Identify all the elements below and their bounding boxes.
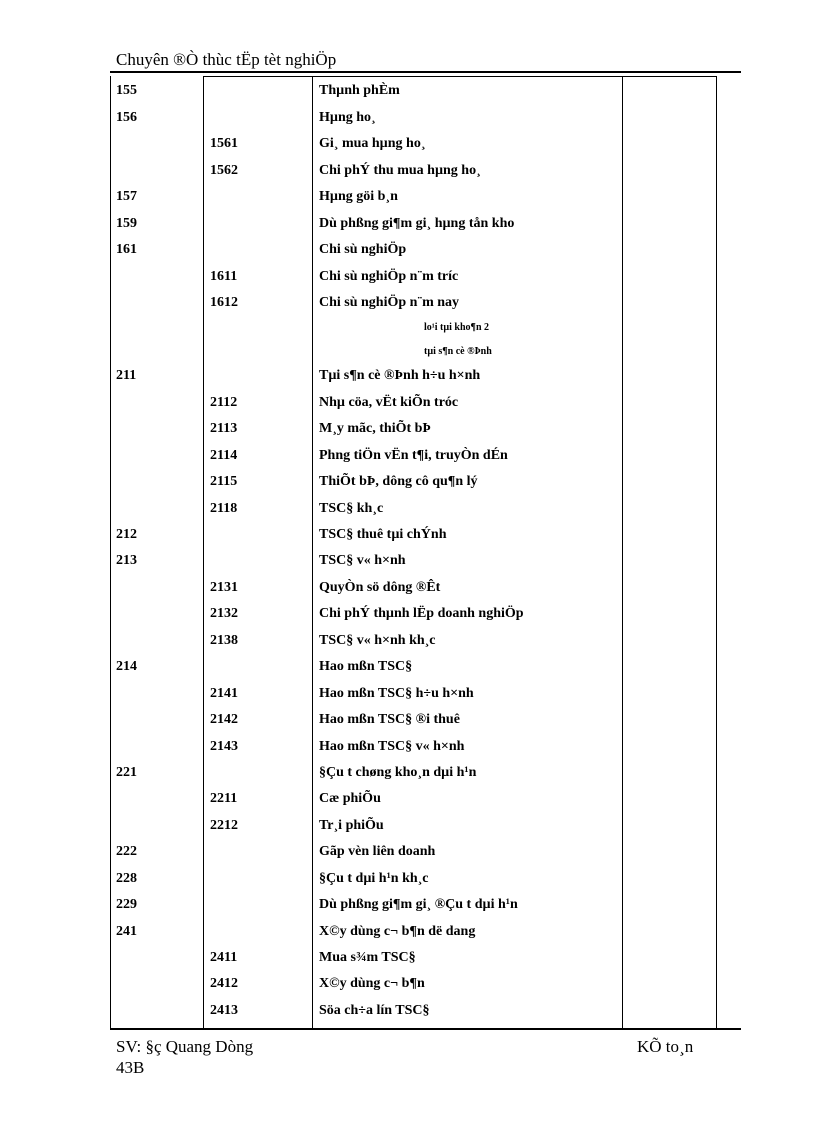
table-row — [0, 599, 816, 625]
account-name: Hao mßn TSC§ h÷u h×nh — [319, 685, 474, 701]
table-row — [0, 969, 816, 995]
table-row — [0, 652, 816, 678]
account-code: 214 — [116, 659, 137, 675]
sub-account-code: 1612 — [210, 294, 238, 310]
table-row — [0, 863, 816, 889]
table-row — [0, 572, 816, 598]
table-row — [0, 678, 816, 704]
table-row — [0, 314, 816, 338]
table-row — [0, 208, 816, 234]
table-row — [0, 129, 816, 155]
account-name: Chi phÝ thu mua hµng ho¸ — [319, 162, 481, 178]
account-name: Chi sù nghiÖp n¨m tríc — [319, 268, 459, 284]
sub-account-code: 1561 — [210, 136, 238, 152]
account-name: Thµnh phÈm — [319, 83, 400, 99]
account-code: 161 — [116, 242, 137, 258]
section-heading: lo¹i tµi kho¶n 2 — [424, 322, 490, 334]
account-name: Chi sù nghiÖp n¨m nay — [319, 294, 460, 310]
account-name: Hao mßn TSC§ v« h×nh — [319, 738, 465, 754]
table-row — [0, 235, 816, 261]
sub-account-code: 2212 — [210, 817, 238, 833]
sub-account-code: 2131 — [210, 579, 238, 595]
account-name: Gãp vèn liên doanh — [319, 844, 436, 860]
sub-account-code: 2138 — [210, 632, 238, 648]
sub-account-code: 2118 — [210, 500, 238, 516]
table-row — [0, 625, 816, 651]
table-row — [0, 705, 816, 731]
account-code: 213 — [116, 553, 137, 569]
sub-account-code: 2113 — [210, 421, 238, 437]
table-row — [0, 337, 816, 361]
account-name: Mua s¾m TSC§ — [319, 950, 416, 965]
account-code: 157 — [116, 189, 137, 205]
account-name: Chi phÝ thµnh lËp doanh nghiÖp — [319, 606, 524, 622]
account-name: Dù phßng gi¶m gi¸ hµng tån kho — [319, 215, 515, 231]
header-divider — [110, 71, 741, 73]
account-name: TSC§ v« h×nh — [319, 553, 406, 569]
table-row — [0, 387, 816, 413]
account-name: Hao mßn TSC§ ®i thuê — [319, 712, 460, 728]
account-name: §Çu t chøng kho¸n dµi h¹n — [319, 764, 477, 780]
account-name: Cæ phiÕu — [319, 791, 381, 807]
account-name: Nhµ cöa, vËt kiÕn tróc — [319, 394, 459, 410]
page-header-title: Chuyên ®Ò thùc tËp tèt nghiÖp — [116, 50, 337, 69]
table-row — [0, 995, 816, 1021]
account-code: 155 — [116, 83, 137, 99]
account-name: Gi¸ mua hµng ho¸ — [319, 136, 426, 152]
footer-department: KÕ to¸n — [637, 1037, 694, 1056]
table-row — [0, 493, 816, 519]
footer-divider — [110, 1028, 741, 1030]
sub-account-code: 2132 — [210, 606, 238, 622]
table-row — [0, 916, 816, 942]
table-row — [0, 102, 816, 128]
account-name: Dù phßng gi¶m gi¸ ®Çu t dµi h¹n — [319, 897, 518, 913]
account-code: 241 — [116, 923, 137, 939]
account-name: Tr¸i phiÕu — [319, 817, 384, 833]
table-row — [0, 546, 816, 572]
footer-author-block — [116, 1036, 253, 1078]
table-row — [0, 440, 816, 466]
account-name: Hµng ho¸ — [319, 109, 376, 125]
account-name: TSC§ thuê tµi chÝnh — [319, 527, 447, 542]
account-code: 159 — [116, 215, 137, 231]
sub-account-code: 1611 — [210, 268, 238, 284]
table-row — [0, 182, 816, 208]
table-row — [0, 467, 816, 493]
table-row — [0, 261, 816, 287]
account-name: Phng tiÖn vËn t¶i, truyÒn dÉn — [319, 447, 508, 463]
account-name: X©y dùng c¬ b¶n — [319, 976, 425, 992]
account-code: 221 — [116, 764, 137, 780]
account-name: QuyÒn sö dông ®Êt — [319, 579, 441, 595]
account-name: Chi sù nghiÖp — [319, 242, 407, 258]
table-row — [0, 288, 816, 314]
account-name: Söa ch÷a lín TSC§ — [319, 1002, 430, 1018]
account-code: 229 — [116, 897, 137, 913]
sub-account-code: 2211 — [210, 791, 238, 807]
table-row — [0, 361, 816, 387]
account-table — [0, 76, 816, 1022]
table-row — [0, 76, 816, 102]
table-row — [0, 758, 816, 784]
account-name: Tµi s¶n cè ®Þnh h÷u h×nh — [319, 368, 481, 384]
account-name: Hµng göi b¸n — [319, 189, 398, 205]
account-name: §Çu t dµi h¹n kh¸c — [319, 870, 429, 886]
account-code: 156 — [116, 109, 137, 125]
sub-account-code: 2112 — [210, 394, 238, 410]
table-row — [0, 810, 816, 836]
sub-account-code: 2142 — [210, 712, 238, 728]
account-name: TSC§ v« h×nh kh¸c — [319, 632, 436, 648]
footer-class: 43B — [116, 1058, 145, 1077]
footer-author: SV: §ç Quang Dòng — [116, 1037, 254, 1056]
account-code: 211 — [116, 368, 137, 384]
account-code: 212 — [116, 527, 137, 542]
account-name: X©y dùng c¬ b¶n dë dang — [319, 923, 476, 939]
account-code: 222 — [116, 844, 137, 860]
table-row — [0, 155, 816, 181]
sub-account-code: 2411 — [210, 950, 238, 965]
account-code: 228 — [116, 870, 137, 886]
table-row — [0, 520, 816, 546]
sub-account-code: 2413 — [210, 1002, 238, 1018]
sub-account-code: 2115 — [210, 474, 238, 490]
sub-account-code: 2143 — [210, 738, 238, 754]
account-name: Hao mßn TSC§ — [319, 659, 413, 675]
table-row — [0, 731, 816, 757]
table-row — [0, 890, 816, 916]
account-name: ThiÕt bÞ, dông cô qu¶n lý — [319, 474, 478, 490]
table-row — [0, 414, 816, 440]
table-row — [0, 943, 816, 969]
sub-account-code: 2141 — [210, 685, 238, 701]
account-name: M¸y mãc, thiÕt bÞ — [319, 421, 431, 437]
account-name: TSC§ kh¸c — [319, 500, 384, 516]
sub-account-code: 2114 — [210, 447, 238, 463]
section-heading: tµi s¶n cè ®Þnh — [424, 345, 492, 357]
sub-account-code: 1562 — [210, 162, 238, 178]
table-row — [0, 837, 816, 863]
table-row — [0, 784, 816, 810]
sub-account-code: 2412 — [210, 976, 238, 992]
